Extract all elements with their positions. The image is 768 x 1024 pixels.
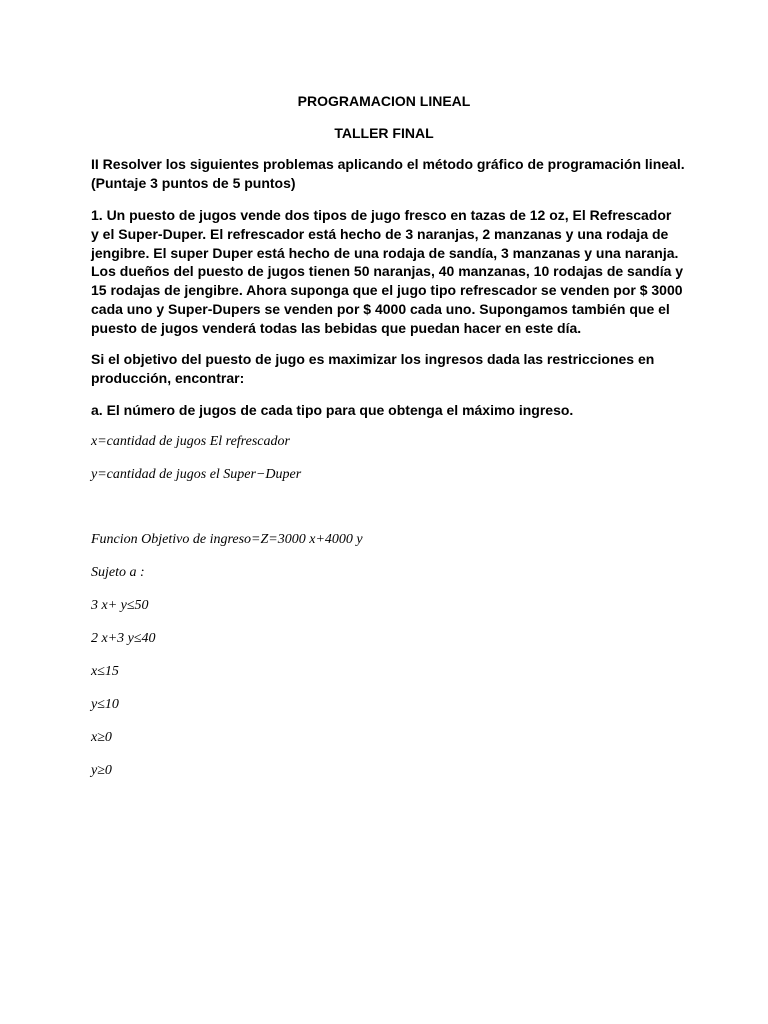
problem-line: Los dueños del puesto de jugos tienen 50 naranjas, 40 manzanas, 10 rodajas de sandía y <box>91 263 684 280</box>
constraint-oranges: 3 x+ y≤50 <box>91 598 149 613</box>
constraint-x-nonneg: x≥0 <box>91 730 112 745</box>
problem-line: y el Super-Duper. El refrescador está hecho de 3 naranjas, 2 manzanas y una rodaja de <box>91 225 669 242</box>
document-title: PROGRAMACION LINEAL <box>297 93 471 109</box>
problem-paragraph <box>91 206 691 338</box>
objective-function: Funcion Objetivo de ingreso=Z=3000 x+4000 y <box>91 532 363 547</box>
instructions-line: (Puntaje 3 puntos de 5 puntos) <box>91 174 296 191</box>
objective-paragraph <box>91 350 691 388</box>
objective-line: producción, encontrar: <box>91 369 245 386</box>
document-subtitle: TALLER FINAL <box>334 125 434 141</box>
constraint-ginger: x≤15 <box>91 664 119 679</box>
subject-to-label: Sujeto a : <box>91 565 145 580</box>
problem-line: puesto de jugos venderá todas las bebidas que puedan hacer en este día. <box>91 319 582 336</box>
instructions-paragraph <box>91 155 691 193</box>
question-a-text: a. El número de jugos de cada tipo para que obtenga el máximo ingreso. <box>91 402 574 418</box>
constraint-y-nonneg: y≥0 <box>91 763 112 778</box>
problem-line: 15 rodajas de jengibre. Ahora suponga que el jugo tipo refrescador se venden por $ 3000 <box>91 282 683 299</box>
y-definition: y=cantidad de jugos el Super−Duper <box>91 467 302 482</box>
problem-line: cada uno y Super-Dupers se venden por $ 4000 cada uno. Supongamos también que el <box>91 300 670 317</box>
question-a <box>91 401 691 420</box>
problem-line: jengibre. El super Duper está hecho de una rodaja de sandía, 3 manzanas y una naranja. <box>91 244 679 261</box>
instructions-line: II Resolver los siguientes problemas aplicando el método gráfico de programación lineal. <box>91 156 685 172</box>
problem-line: 1. Un puesto de jugos vende dos tipos de jugo fresco en tazas de 12 oz, El Refrescador <box>91 207 672 223</box>
objective-line: Si el objetivo del puesto de jugo es maximizar los ingresos dada las restricciones en <box>91 351 655 367</box>
x-definition: x=cantidad de jugos El refrescador <box>91 434 290 449</box>
constraint-apples: 2 x+3 y≤40 <box>91 631 156 646</box>
constraint-watermelon: y≤10 <box>91 697 119 712</box>
